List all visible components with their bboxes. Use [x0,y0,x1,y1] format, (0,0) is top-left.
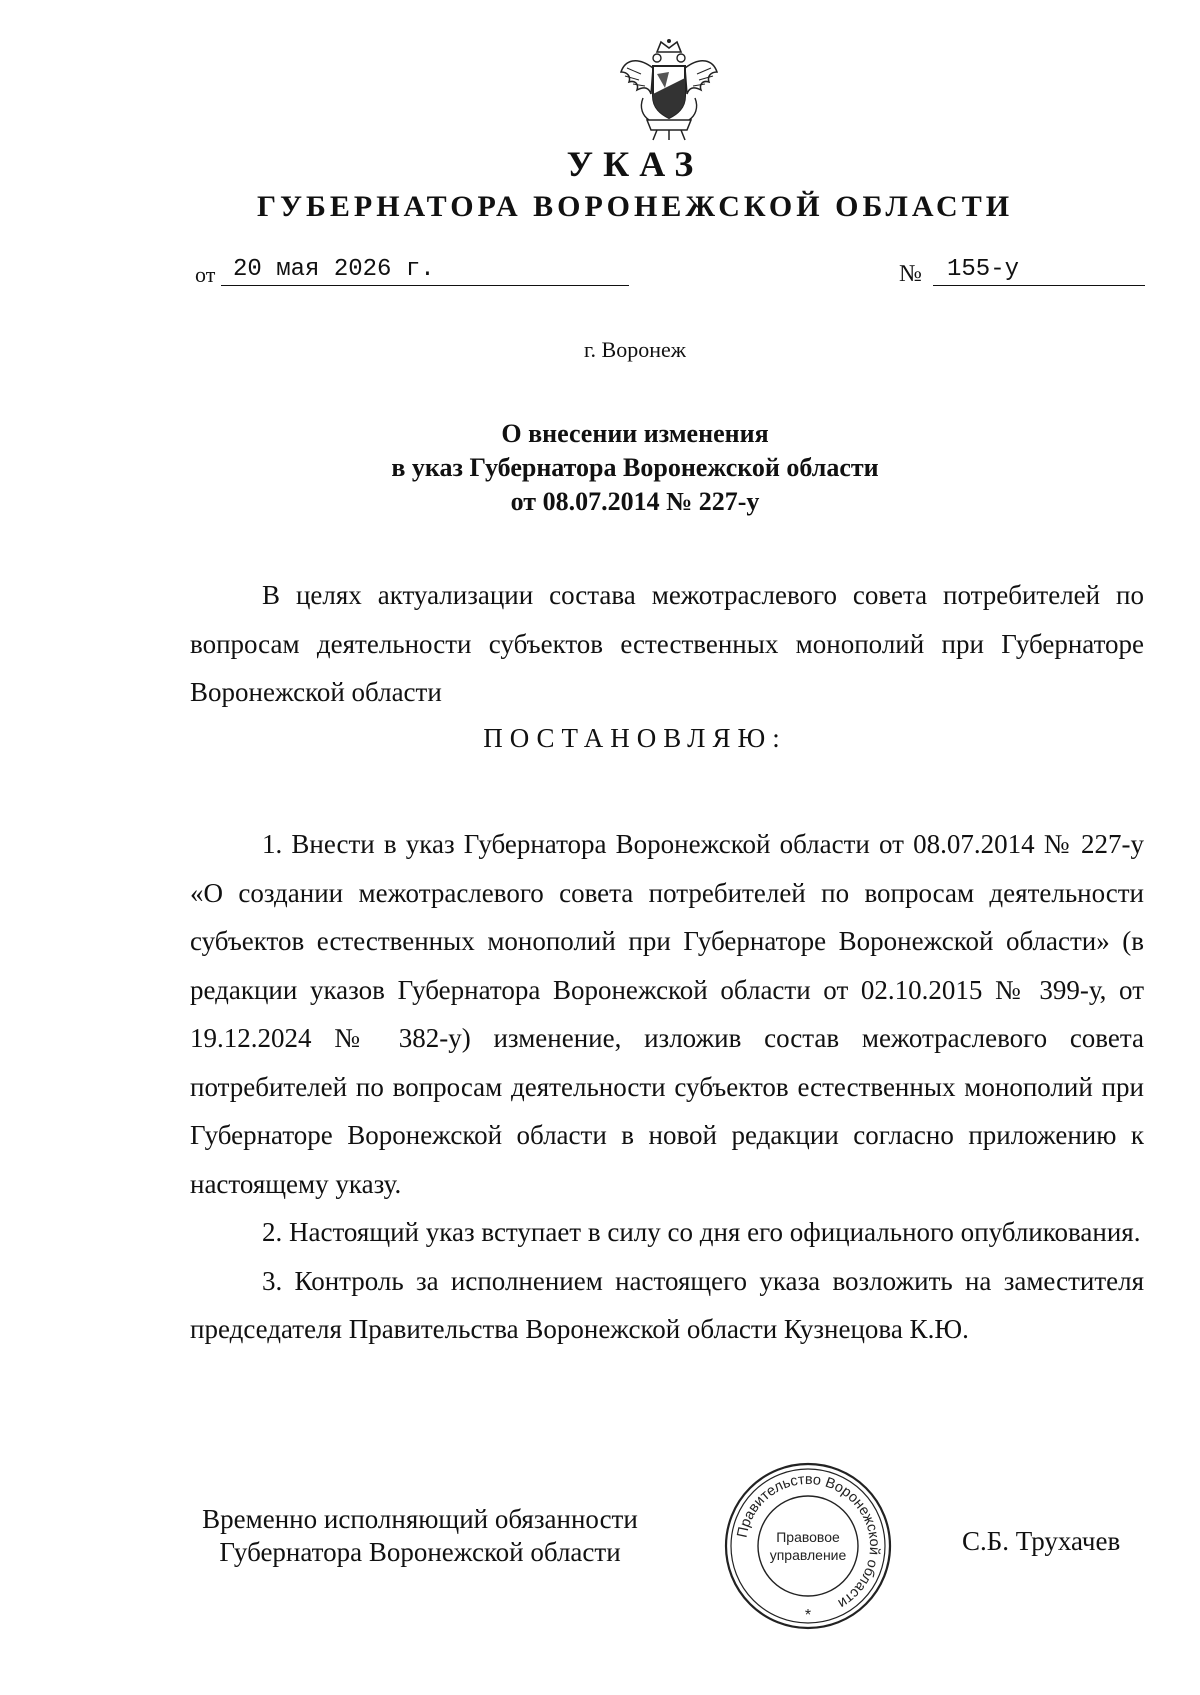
signatory-name: С.Б. Трухачев [962,1526,1121,1556]
decree-item: 2. Настоящий указ вступает в силу со дня его официального опубликования. [262,1217,1141,1247]
voronezh-coat-of-arms-icon [617,38,721,142]
preamble-paragraph: В целях актуализации состава межотраслевого совета потребителей по вопросам деятельности субъектов естественных монополий при Губернаторе Воронежской области [190,580,1144,707]
stamp-center-line: управление [769,1547,847,1563]
official-stamp [722,1460,894,1632]
city: г. Воронеж [584,337,686,362]
stamp-ring-text: Правительство Воронежской области [734,1471,883,1612]
stamp-star: * [804,1607,812,1624]
position-line: Временно исполняющий обязанности [202,1504,638,1534]
document-subject [0,417,1200,519]
decree-items [190,820,1144,1354]
issuer-title: ГУБЕРНАТОРА ВОРОНЕЖСКОЙ ОБЛАСТИ [256,190,1014,223]
number-prefix: № [899,261,922,287]
date-number-row [195,252,1145,292]
number-underline [933,285,1145,286]
document-type-title: УКАЗ [566,144,704,184]
date-prefix: от [195,262,216,287]
decree-item: 1. Внести в указ Губернатора Воронежской области от 08.07.2014 № 227-у «О создании межотраслевого совета потребителей по вопросам деятельности субъектов естественных монополий при Губернаторе Воронежской области» (в редакции указов Губернатора Воронежской области от 02.10.2015 № 399-у, от 19.12.2024 № 382-у) изменение, изложив состав межотраслевого совета потребителей по вопросам деятельности субъектов естественных монополий при Губернаторе Воронежской области в новой редакции согласно приложению к настоящему указу. [190,829,1144,1199]
subject-line: в указ Губернатора Воронежской области [391,453,879,482]
signatory-position [185,1503,655,1569]
stamp-center-line: Правовое [776,1529,840,1545]
document-number: 155-у [947,256,1020,283]
subject-line: О внесении изменения [501,419,769,448]
document-date: 20 мая 2026 г. [233,256,435,283]
preamble [190,571,1144,717]
decree-item: 3. Контроль за исполнением настоящего указа возложить на заместителя председателя Правительства Воронежской области Кузнецова К.Ю. [190,1265,1144,1344]
subject-line: от 08.07.2014 № 227-у [510,487,760,516]
position-line: Губернатора Воронежской области [219,1537,621,1567]
decree-word: ПОСТАНОВЛЯЮ: [483,723,787,753]
date-underline [221,285,629,286]
